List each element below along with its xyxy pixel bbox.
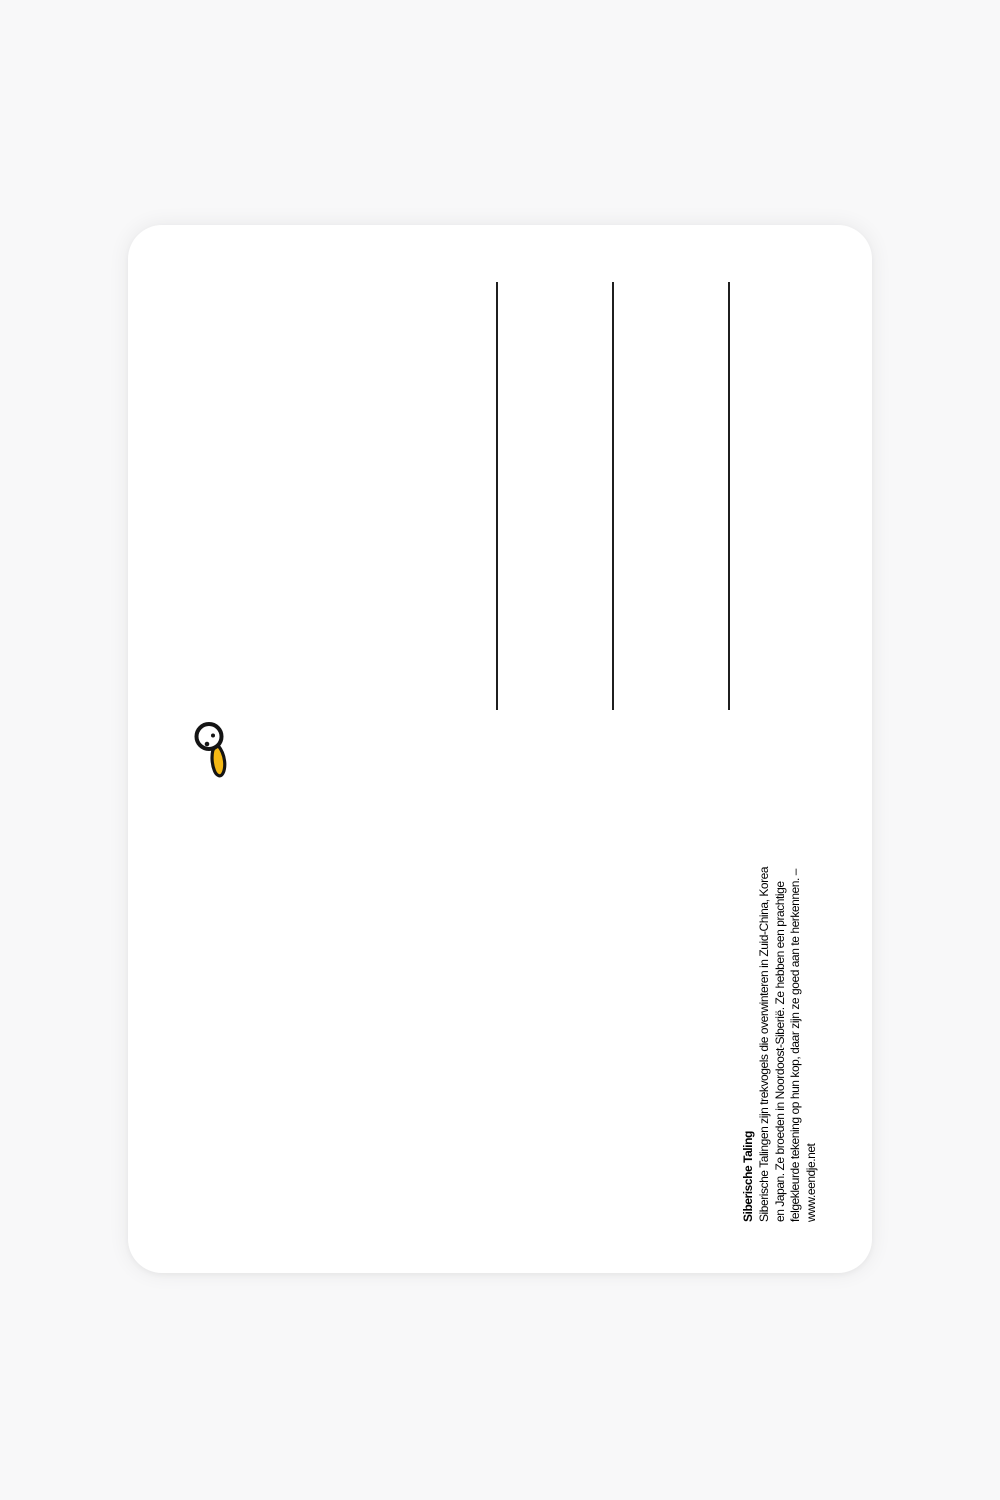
colophon	[741, 792, 820, 1222]
colophon-line: Siberische Talingen zijn trekvogels die overwinteren in Zuid-China, Korea	[756, 866, 771, 1222]
address-line-1	[496, 282, 498, 710]
address-line-3	[728, 282, 730, 710]
website-url: www.eendje.net	[804, 1143, 819, 1222]
duck-eye-dot	[211, 734, 215, 738]
address-line-2	[612, 282, 614, 710]
postcard	[128, 225, 872, 1273]
duck-beak	[212, 746, 225, 776]
duck-nostril-dot	[205, 742, 210, 747]
colophon-title: Siberische Taling	[741, 1131, 755, 1222]
duck-head	[197, 724, 222, 749]
colophon-line: en Japan. Ze broeden in Noordoost-Siberië. Ze hebben een prachtige	[772, 881, 787, 1222]
colophon-line: felgekleurde tekening op hun kop, daar zijn ze goed aan te herkennen. –	[788, 869, 803, 1222]
duck-head-icon	[188, 718, 238, 784]
